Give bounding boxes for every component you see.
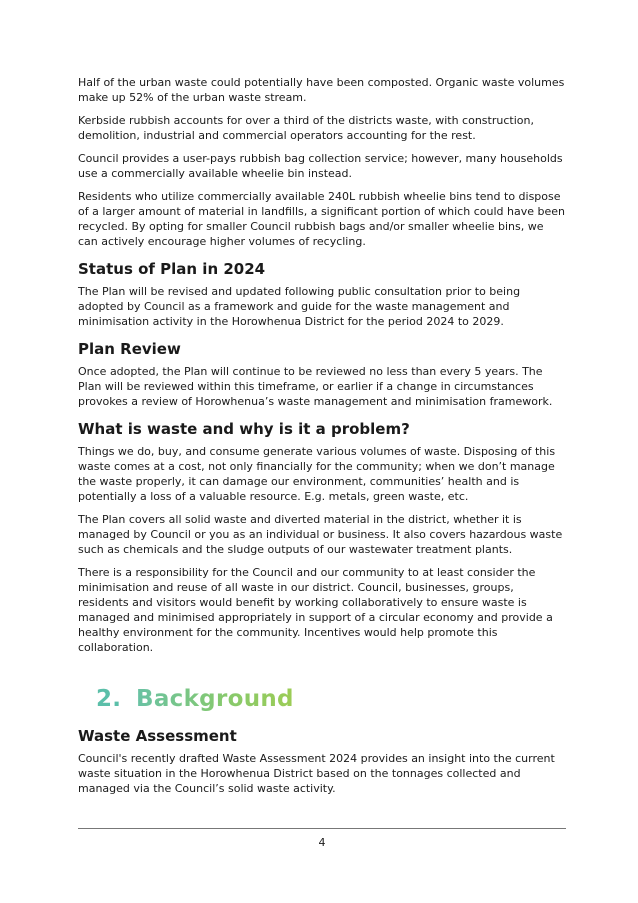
intro-paragraph-3: Council provides a user-pays rubbish bag collection service; however, many households use a commercially available wheelie bin instead. [78, 152, 563, 180]
plan-review-heading: Plan Review [78, 340, 181, 358]
footer-divider [78, 828, 566, 829]
waste-assessment-paragraph: Council's recently drafted Waste Assessment 2024 provides an insight into the current waste situation in the Horowhenua District based on the tonnages collected and managed via the Council’s solid waste activity. [78, 752, 555, 795]
document-page [78, 75, 566, 804]
section-number: 2. [96, 686, 122, 712]
waste-problem-paragraph-1: Things we do, buy, and consume generate various volumes of waste. Disposing of this waste comes at a cost, not only financially for the community; when we don’t manage the waste properly, it can damage our environment, communities’ health and is potentially a loss of a valuable resource. E.g. metals, green waste, etc. [78, 445, 556, 503]
status-heading: Status of Plan in 2024 [78, 260, 266, 278]
waste-assessment-heading: Waste Assessment [78, 727, 237, 745]
intro-paragraph-4: Residents who utilize commercially available 240L rubbish wheelie bins tend to dispose of a larger amount of material in landfills, a significant portion of which could have been recycled. By opting for smaller Council rubbish bags and/or smaller wheelie bins, we can actively encourage higher volumes of recycling. [78, 190, 565, 248]
waste-problem-paragraph-2: The Plan covers all solid waste and diverted material in the district, whether it is managed by Council or you as an individual or business. It also covers hazardous waste such as chemicals and the sludge outputs of our wastewater treatment plants. [78, 513, 563, 556]
section-heading-background [96, 685, 566, 713]
section-title: Background [136, 686, 294, 712]
waste-problem-heading: What is waste and why is it a problem? [78, 420, 410, 438]
page-number: 4 [318, 836, 326, 849]
intro-paragraph-1: Half of the urban waste could potentially have been composted. Organic waste volumes make up 52% of the urban waste stream. [78, 76, 565, 104]
status-paragraph: The Plan will be revised and updated following public consultation prior to being adopted by Council as a framework and guide for the waste management and minimisation activity in the Horowhenua District for the period 2024 to 2029. [78, 285, 521, 328]
intro-paragraph-2: Kerbside rubbish accounts for over a third of the districts waste, with construction, demolition, industrial and commercial operators accounting for the rest. [78, 114, 534, 142]
waste-problem-paragraph-3: There is a responsibility for the Council and our community to at least consider the minimisation and reuse of all waste in our district. Council, businesses, groups, residents and visitors would benefit by working collaboratively to ensure waste is managed and minimised appropriately in support of a circular economy and provide a healthy environment for the community. Incentives would help promote this collaboration. [78, 566, 553, 654]
plan-review-paragraph: Once adopted, the Plan will continue to be reviewed no less than every 5 years. The Plan will be reviewed within this timeframe, or earlier if a change in circumstances provokes a review of Horowhenua’s waste management and minimisation framework. [78, 365, 553, 408]
